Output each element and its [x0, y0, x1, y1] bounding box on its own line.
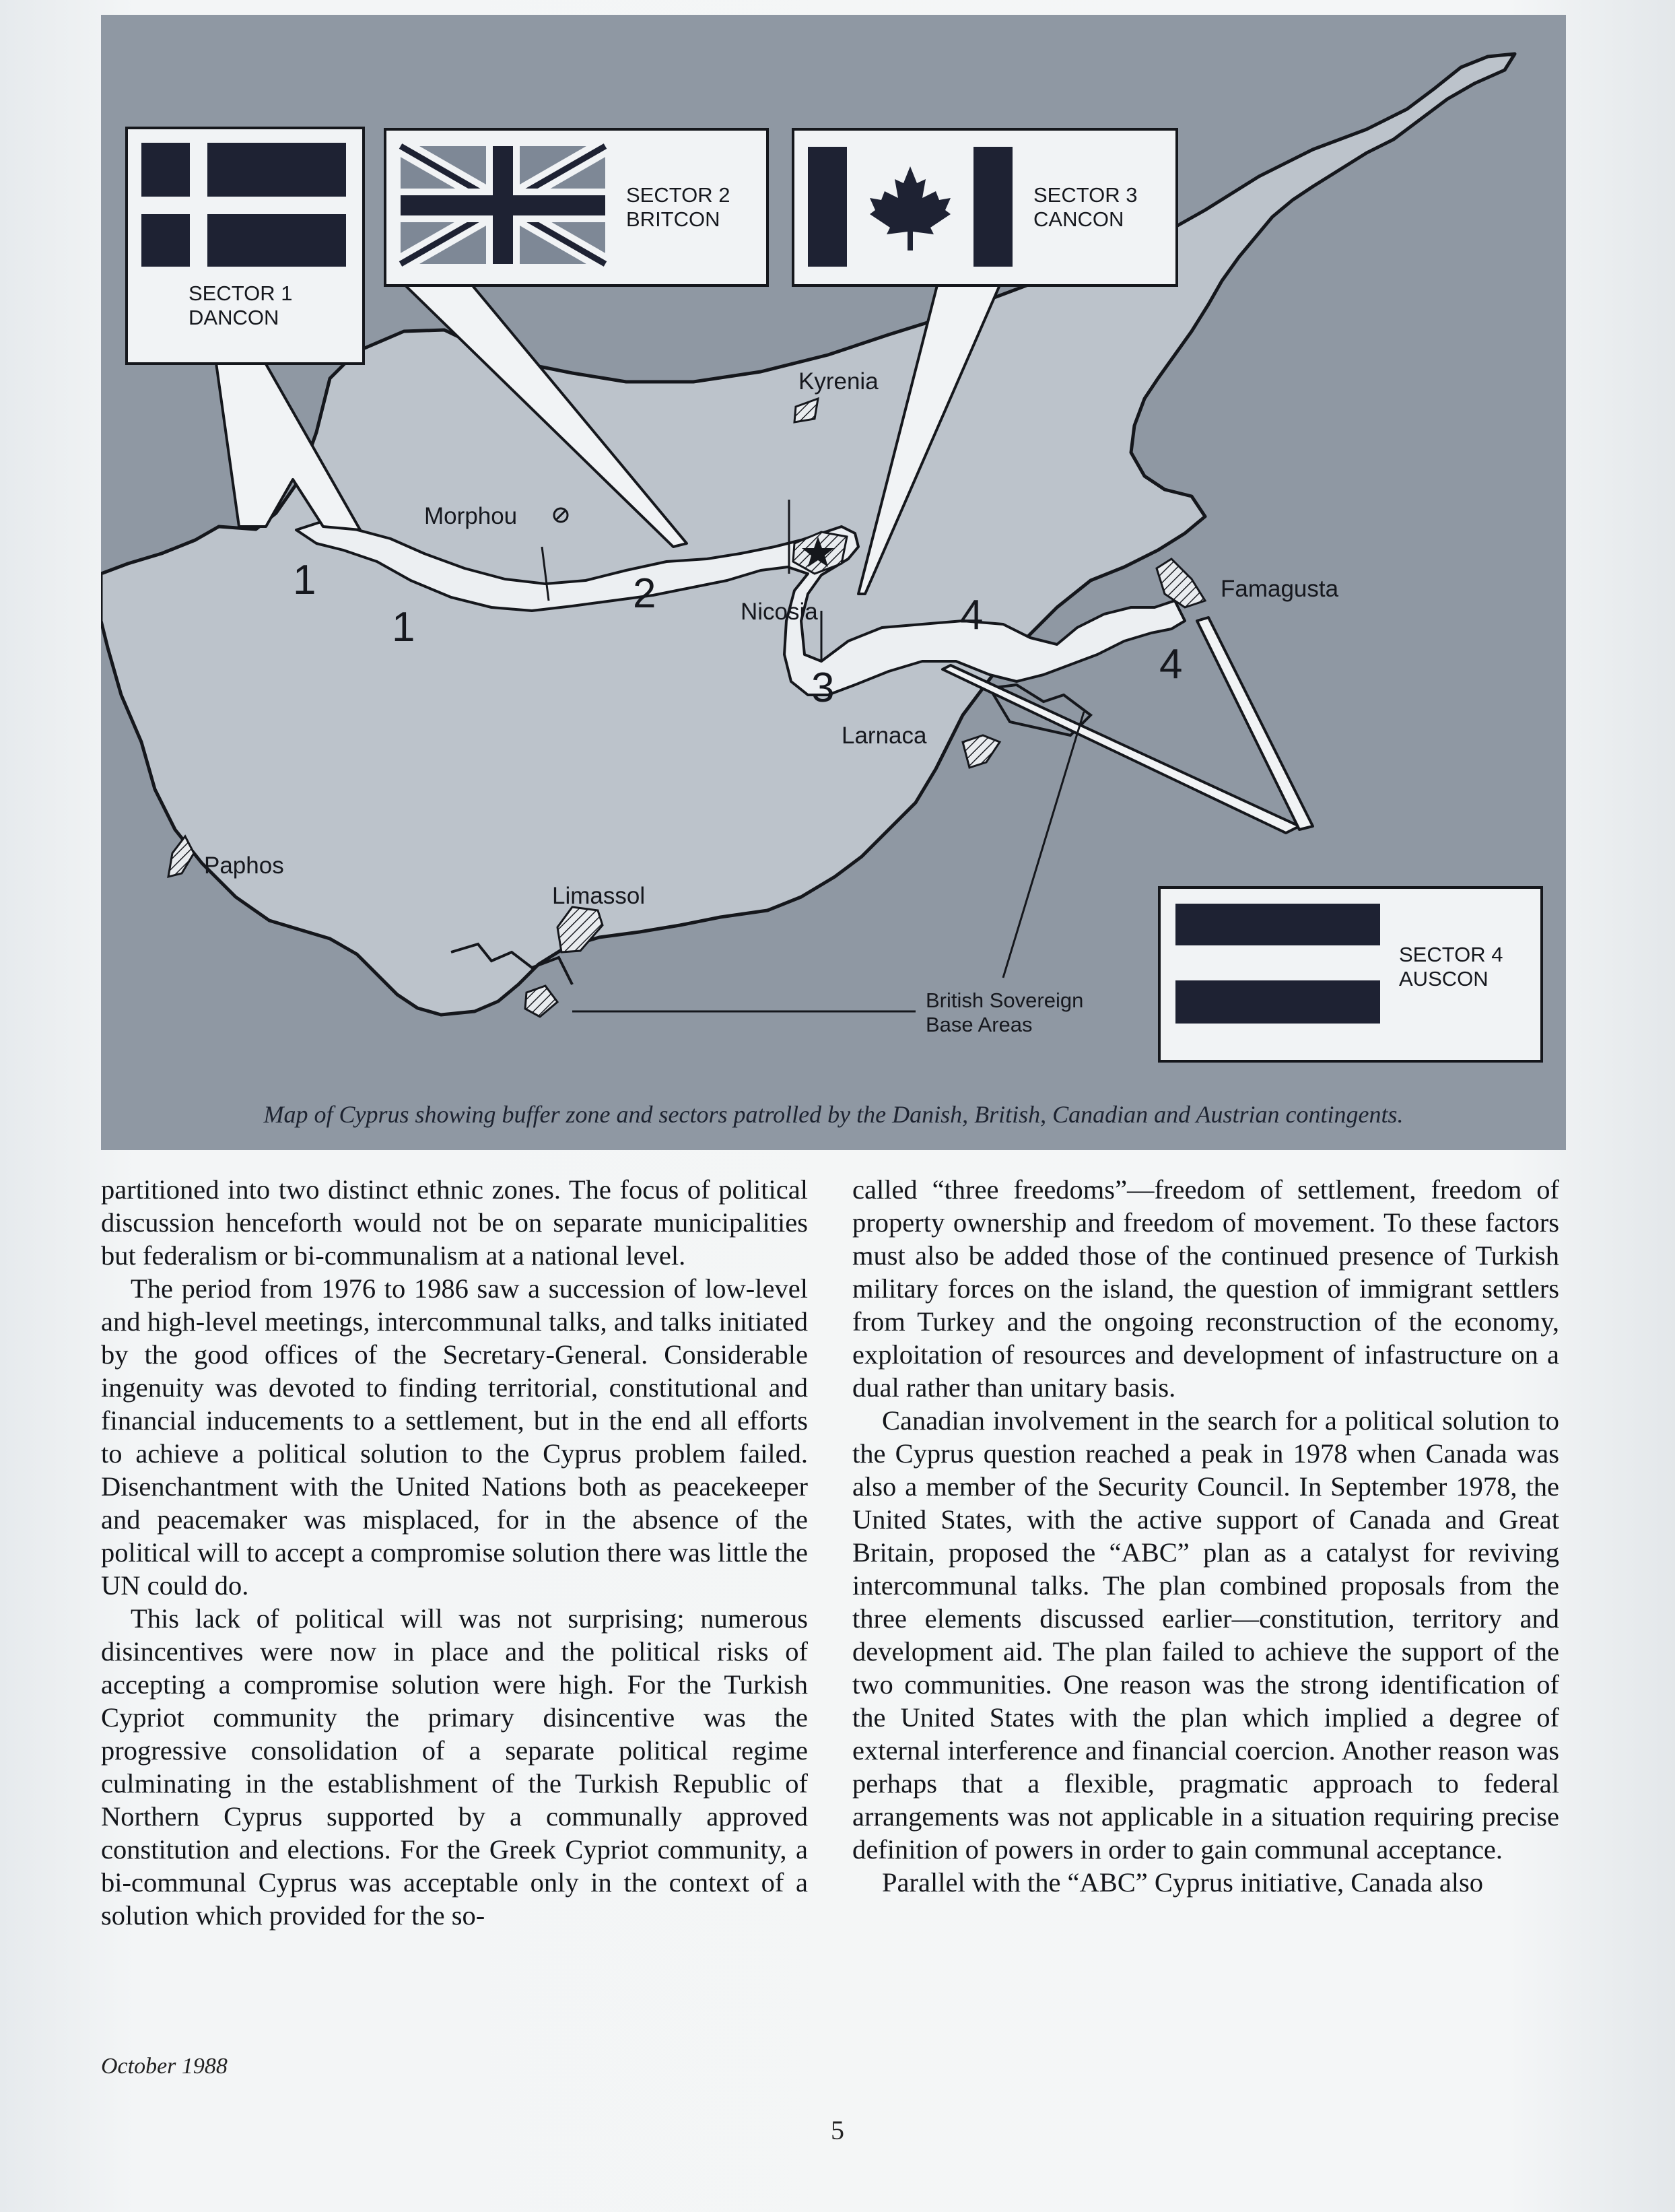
zone-number: 1: [392, 604, 415, 650]
paragraph: called “three freedoms”—freedom of settlement, freedom of property ownership and freedom of movement. To these factors must also be added those of the continued presence of Turkish military forces on the island, the question of immigrant settlers from Turkey and the ongoing reconstruction of the economy, exploitation of resources and development of infastructure on a dual rather than unitary basis.: [852, 1174, 1559, 1403]
sector-1-title: SECTOR 1: [189, 281, 293, 305]
canadian-flag-icon: [808, 147, 1013, 267]
larnaca-area: [963, 735, 1000, 768]
base-areas-label-line2: Base Areas: [926, 1013, 1033, 1036]
place-famagusta: Famagusta: [1221, 576, 1339, 602]
place-limassol: Limassol: [552, 883, 646, 909]
zone-number: 2: [633, 570, 656, 617]
issue-date: October 1988: [101, 2054, 228, 2079]
sector-2-box: [385, 129, 767, 286]
base-area-west: [525, 986, 557, 1017]
sector-1-box: [127, 128, 364, 364]
sector-3-box: [793, 129, 1177, 286]
sector-4-name: AUSCON: [1399, 967, 1489, 991]
zone-number: 1: [293, 557, 316, 603]
base-areas-pointer: [1003, 712, 1084, 978]
sector-2-name: BRITCON: [626, 207, 720, 231]
zone-number: 4: [1159, 641, 1183, 688]
paragraph: The period from 1976 to 1986 saw a succession of low-level and high-level meetings, intercommunal talks, and talks initiated by the good offices of the Secretary-General. Considerable ingenuity was devoted to finding territorial, constitutional and financial inducements to a settlement, but in the end all efforts to achieve a political solution to the Cyprus problem failed. Disenchantment with the United Nations both as peacekeeper and peacemaker was misplaced, for in the absence of the political will to accept a compromise solution there was little the UN could do.: [101, 1273, 808, 1601]
danish-flag-icon: [141, 143, 346, 267]
union-jack-flag-icon: [401, 146, 605, 264]
place-kyrenia: Kyrenia: [798, 368, 879, 395]
page-number: 5: [831, 2115, 844, 2145]
sector-2-title: SECTOR 2: [626, 183, 730, 207]
sector-3-title: SECTOR 3: [1033, 183, 1138, 207]
place-paphos: Paphos: [204, 852, 284, 879]
sector-1-name: DANCON: [189, 306, 279, 329]
austrian-flag-icon: [1175, 904, 1380, 1024]
zone-number: 3: [811, 665, 835, 711]
cyprus-map-figure: [101, 15, 1566, 1150]
zone-number: 4: [960, 592, 984, 638]
place-morphou: Morphou: [424, 503, 518, 529]
cyprus-map: [101, 15, 1566, 1150]
sector-3-name: CANCON: [1033, 207, 1124, 231]
place-nicosia: Nicosia: [741, 599, 818, 625]
paragraph: This lack of political will was not surprising; numerous disincentives were now in place and the political risks of accepting a compromise solution were high. For the Turkish Cypriot community the primary disincentive was the progressive consolidation of a separate political regime culminating in the establishment of the Turkish Republic of Northern Cyprus supported by a communally approved constitution and elections. For the Greek Cypriot community, a bi-communal Cyprus was acceptable only in the context of a solution which provided for the so-: [101, 1603, 808, 1931]
base-areas-label-line1: British Sovereign: [926, 988, 1084, 1012]
article-left-column: [101, 1173, 808, 1932]
famagusta-area: [1157, 559, 1205, 607]
paragraph: Canadian involvement in the search for a political solution to the Cyprus question reached a peak in 1978 when Canada was also a member of the Security Council. In September 1978, the United States, with the active support of Canada and Great Britain, proposed the “ABC” plan as a catalyst for reviving intercommunal talks. The plan combined proposals from the three elements discussed earlier—constitution, territory and development aid. The plan failed to achieve the support of the two communities. One reason was the strong identification of the United States with the plan which implied a degree of external interference and financial coercion. Another reason was perhaps that a flexible, pragmatic approach to federal arrangements was not applicable in a situation requiring precise definition of powers in order to gain communal acceptance.: [852, 1405, 1559, 1865]
article-right-column: [852, 1173, 1559, 1899]
place-larnaca: Larnaca: [842, 723, 927, 749]
map-caption: Map of Cyprus showing buffer zone and sectors patrolled by the Danish, British, Canadian and Austrian contingents.: [263, 1101, 1404, 1128]
paragraph: partitioned into two distinct ethnic zones. The focus of political discussion henceforth would not be on separate municipalities but federalism or bi-communalism at a national level.: [101, 1174, 808, 1271]
sector-4-title: SECTOR 4: [1399, 943, 1503, 966]
paragraph: Parallel with the “ABC” Cyprus initiative, Canada also: [882, 1867, 1484, 1898]
sector-4-box: [1159, 887, 1542, 1061]
